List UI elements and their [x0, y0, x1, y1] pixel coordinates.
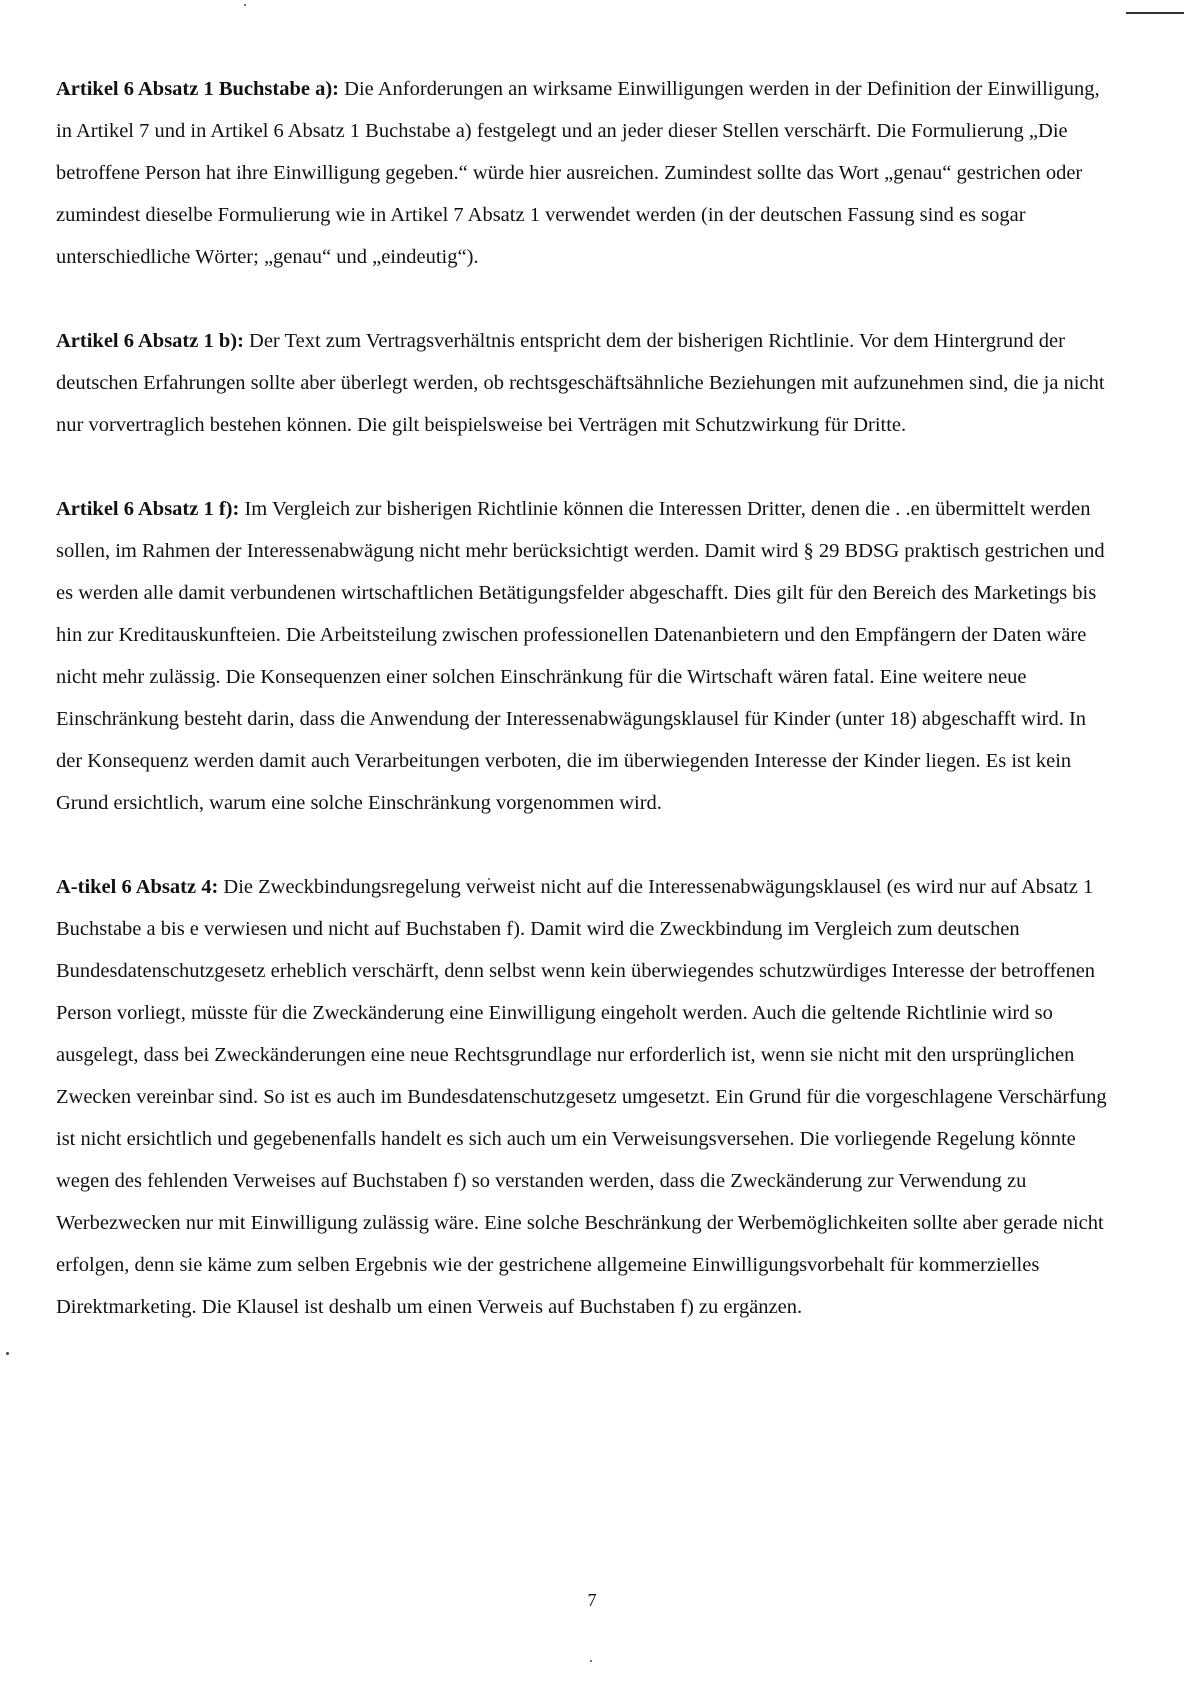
- document-body: [56, 68, 1114, 1370]
- paragraph-text: Die Anforderungen an wirksame Einwilligungen werden in der Definition der Einwilligung, in Artikel 7 und in Artikel 6 Absatz 1 Buchstabe a) festgelegt und an jeder dieser Stellen verschärft. Die Formulierung „Die betroffene Person hat ihre Einwilligung gegeben.“ würde hier ausreichen. Zumindest sollte das Wort „genau“ gestrichen oder zumindest dieselbe Formulierung wie in Artikel 7 Absatz 1 verwendet werden (in der deutschen Fassung sind es sogar unterschiedliche Wörter; „genau“ und „eindeutig“).: [56, 78, 1100, 268]
- paragraph-artikel-6-1-b: [56, 320, 1114, 446]
- page-number: 7: [587, 1590, 597, 1610]
- paragraph-text: Die Zweckbindungsregelung verweist nicht auf die Interessenabwägungsklausel (es wird nur auf Absatz 1 Buchstabe a bis e verwiesen und nicht auf Buchstaben f). Damit wird die Zweckbindung im Vergleich zum deutschen Bundesdatenschutzgesetz erheblich verschärft, denn selbst wenn kein überwiegendes schutzwürdiges Interesse der betroffenen Person vorliegt, müsste für die Zweckänderung eine Einwilligung eingeholt werden. Auch die geltende Richtlinie wird so ausgelegt, dass bei Zweckänderungen eine neue Rechtsgrundlage nur erforderlich ist, wenn sie nicht mit den ursprünglichen Zwecken vereinbar sind. So ist es auch im Bundesdatenschutzgesetz umgesetzt. Ein Grund für die vorgeschlagene Verschärfung ist nicht ersichtlich und gegebenenfalls handelt es sich auch um ein Verweisungsversehen. Die vorliegende Regelung könnte wegen des fehlenden Verweises auf Buchstaben f) so verstanden werden, dass die Zweckänderung zur Verwendung zu Werbezwecken nur mit Einwilligung zulässig wäre. Eine solche Beschränkung der Werbemöglichkeiten sollte aber gerade nicht erfolgen, denn sie käme zum selben Ergebnis wie der gestrichene allgemeine Einwilligungsvorbehalt für kommerzielles Direktmarketing. Die Klausel ist deshalb um einen Verweis auf Buchstaben f) zu ergänzen.: [56, 876, 1107, 1318]
- scan-speck: [590, 1660, 592, 1662]
- paragraph-heading: Artikel 6 Absatz 1 f):: [56, 498, 240, 520]
- scan-speck: [6, 1352, 9, 1355]
- paragraph-heading: Artikel 6 Absatz 1 Buchstabe a):: [56, 78, 340, 100]
- paragraph-artikel-6-1-f: [56, 488, 1114, 824]
- scan-speck: [244, 4, 246, 6]
- paragraph-text: Im Vergleich zur bisherigen Richtlinie können die Interessen Dritter, denen die . .en übermittelt werden sollen, im Rahmen der Interessenabwägung nicht mehr berücksichtigt werden. Damit wird § 29 BDSG praktisch gestrichen und es werden alle damit verbundenen wirtschaftlichen Betätigungsfelder abgeschafft. Dies gilt für den Bereich des Marketings bis hin zur Kreditauskunfteien. Die Arbeitsteilung zwischen professionellen Datenanbietern und den Empfängern der Daten wäre nicht mehr zulässig. Die Konsequenzen einer solchen Einschränkung für die Wirtschaft wären fatal. Eine weitere neue Einschränkung besteht darin, dass die Anwendung der Interessenabwägungsklausel für Kinder (unter 18) abgeschafft wird. In der Konsequenz werden damit auch Verarbeitungen verboten, die im überwiegenden Interesse der Kinder liegen. Es ist kein Grund ersichtlich, warum eine solche Einschränkung vorgenommen wird.: [56, 498, 1105, 814]
- scan-edge-rule: [1126, 12, 1184, 14]
- paragraph-artikel-6-4: [56, 866, 1114, 1328]
- paragraph-heading: Artikel 6 Absatz 1 b):: [56, 330, 244, 352]
- paragraph-heading: A-tikel 6 Absatz 4:: [56, 876, 219, 898]
- paragraph-artikel-6-1-a: [56, 68, 1114, 278]
- paragraph-text: Der Text zum Vertragsverhältnis entspricht dem der bisherigen Richtlinie. Vor dem Hintergrund der deutschen Erfahrungen sollte aber überlegt werden, ob rechtsgeschäftsähnliche Beziehungen mit aufzunehmen sind, die ja nicht nur vorvertraglich bestehen können. Die gilt beispielsweise bei Verträgen mit Schutzwirkung für Dritte.: [56, 330, 1105, 436]
